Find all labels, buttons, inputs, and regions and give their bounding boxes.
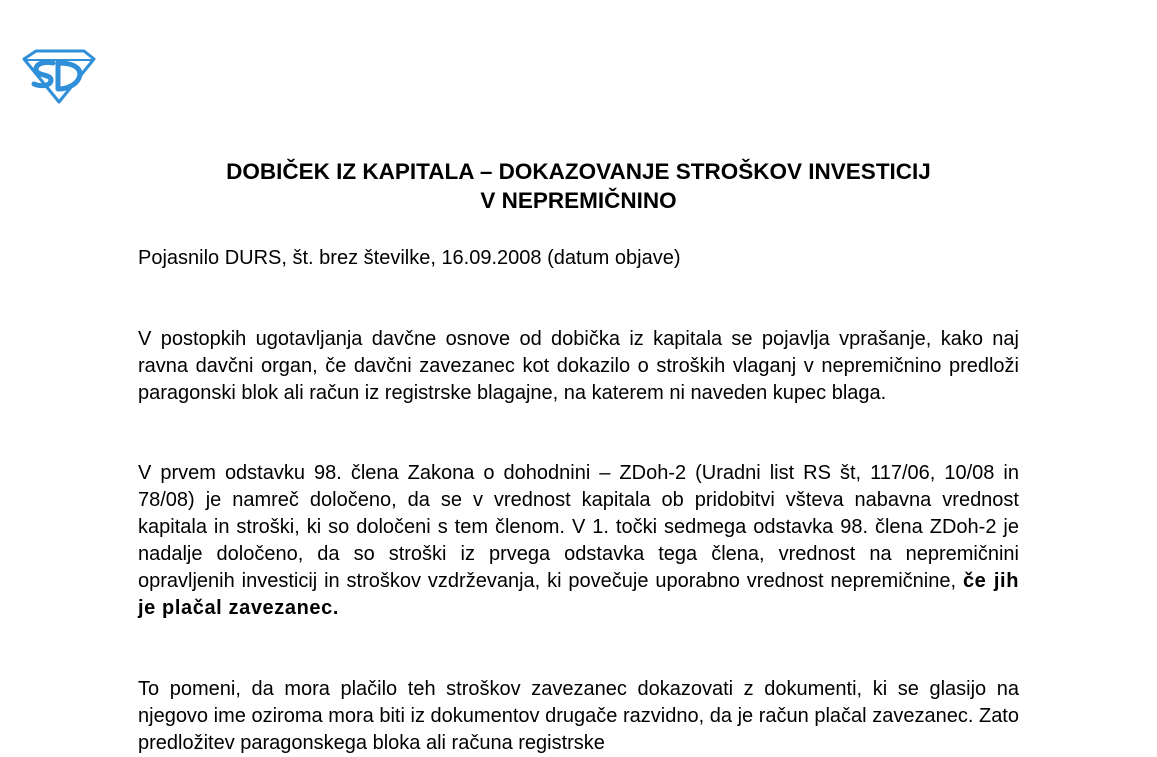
document-title <box>0 157 1157 215</box>
title-line-1: DOBIČEK IZ KAPITALA – DOKAZOVANJE STROŠKOV INVESTICIJ <box>226 159 931 184</box>
paragraph-2-bold-text: če jih je plačal zavezanec. <box>138 570 1020 619</box>
paragraph-2 <box>138 460 1019 622</box>
document-subtitle: Pojasnilo DURS, št. brez številke, 16.09.2008 (datum objave) <box>138 247 681 269</box>
title-line-2: V NEPREMIČNINO <box>480 188 677 213</box>
paragraph-1-text: V postopkih ugotavljanja davčne osnove od dobička iz kapitala se pojavlja vprašanje, kako naj ravna davčni organ, če davčni zavezanec kot dokazilo o stroških vlaganj v nepremičnino predloži paragonski blok ali račun iz registrske blagajne, na katerem ni naveden kupec blaga. <box>138 328 1019 404</box>
paragraph-3 <box>138 676 1019 757</box>
sd-logo <box>22 49 96 104</box>
paragraph-1 <box>138 326 1019 407</box>
paragraph-2-text: V prvem odstavku 98. člena Zakona o dohodnini – ZDoh-2 (Uradni list RS št, 117/06, 10/08 in 78/08) je namreč določeno, da se v vrednost kapitala ob pridobitvi všteva nabavna vrednost kapitala in stroški, ki so določeni s tem členom. V 1. točki sedmega odstavka 98. člena ZDoh-2 je nadalje določeno, da so stroški iz prvega odstavka tega člena, vrednost na nepremičnini opravljenih investicij in stroškov vzdrževanja, ki povečuje uporabno vrednost nepremičnine, <box>138 462 1019 592</box>
paragraph-3-text: To pomeni, da mora plačilo teh stroškov zavezanec dokazovati z dokumenti, ki se glasijo na njegovo ime oziroma mora biti iz dokumentov drugače razvidno, da je račun plačal zavezanec. Zato predložitev paragonskega bloka ali računa registrske <box>138 678 1019 754</box>
